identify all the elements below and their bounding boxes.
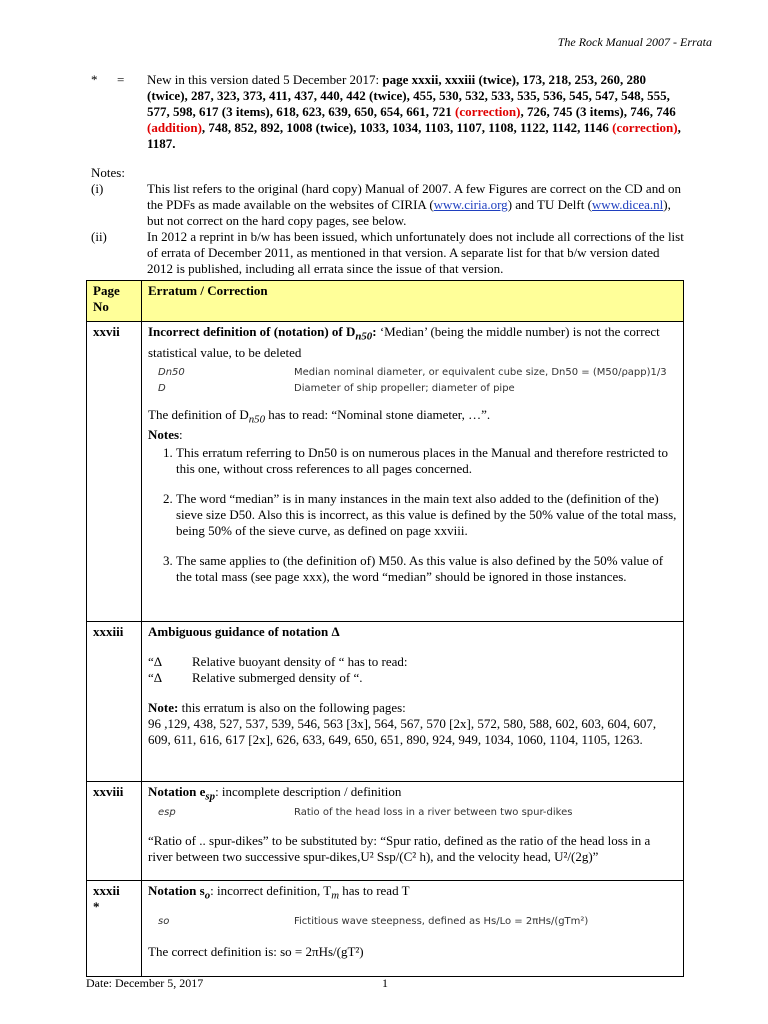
def-subscript: n50 — [248, 413, 265, 426]
table-row — [87, 322, 684, 622]
new-pages-a: page xxxii, xxxiii (twice), 173, 218, 253, 260, 280 (twice), 287, 323, 373, 411, 437, 440, 442 (twice), 455, 530, 532, 533, 535, 536, 545, 547, 548, 555, 577, 598, 617 (3 items), 618, 623, 639, 650, 654, 661, 721 — [147, 72, 670, 119]
definition-1 — [148, 654, 677, 670]
correct-definition: The correct definition is: so = 2πHs/(gT²) — [148, 943, 364, 959]
table-row — [87, 622, 684, 782]
note-i-text-b: ) and TU Delft ( — [507, 197, 592, 212]
figure-excerpt — [148, 914, 677, 944]
title-subscript: n50 — [355, 330, 373, 343]
title-text-c: has to read T — [339, 883, 410, 898]
footer-date: Date: December 5, 2017 — [86, 976, 204, 990]
ciria-link[interactable]: www.ciria.org — [433, 197, 508, 212]
col-page-header: Page No — [87, 281, 142, 322]
new-pages-list — [147, 72, 687, 152]
title-rest: : incomplete description / definition — [215, 784, 402, 799]
note-line — [148, 700, 677, 716]
row-content — [142, 622, 684, 782]
errata-table — [86, 280, 684, 977]
note-i-body — [147, 181, 687, 229]
title-subscript: o — [204, 889, 211, 902]
footer-page-number: 1 — [382, 976, 388, 990]
def-symbol: “Δ — [148, 670, 163, 685]
correction-tag: (correction) — [455, 104, 521, 119]
title-text-b: : incorrect definition, T — [210, 883, 332, 898]
addition-tag: (addition) — [147, 120, 202, 135]
affected-pages: 96 ,129, 438, 527, 537, 539, 546, 563 [3x], 564, 567, 570 [2x], 572, 580, 588, 602, 603, 604, 607, 609, 611, 616, 617 [2x], 626, 633, 649, 650, 651, 890, 924, 949, 1034, 1060, 1104, 1105, 1263. — [148, 716, 657, 747]
correction-tag-2: (correction) — [612, 120, 678, 135]
figure-excerpt — [148, 365, 677, 381]
def-text-a: The definition of D — [148, 406, 249, 422]
row-page — [87, 881, 142, 977]
def-text: Relative submerged density of “. — [192, 670, 363, 685]
note-ii-label: (ii) — [91, 229, 107, 244]
row-title — [148, 324, 677, 361]
note-ii-body: In 2012 a reprint in b/w has been issued, which unfortunately does not include all corrections of the list of errata of December 2011, as mentioned in that version. A separate list for that b/w version dated 2012 is published, including all errata since the issue of that version. — [147, 229, 684, 276]
row-content — [142, 881, 684, 977]
title-text: Incorrect definition of (notation) of D — [148, 324, 356, 339]
notes-heading: Notes: — [91, 165, 125, 180]
fig-description: Median nominal diameter, or equivalent cube size, Dn50 = (M50/ρapp)1/3 — [294, 366, 667, 378]
equals-sign: = — [117, 72, 125, 87]
list-item: 3. The same applies to (the definition of) M50. As this value is also defined by the 50% value of the total mass (see page xxx), the word “median” should be ignored in those instances. — [176, 553, 677, 585]
notes-colon: : — [179, 427, 183, 443]
def-text-b: has to read: “Nominal stone diameter, …”. — [264, 406, 491, 422]
row-page: xxxiii — [87, 622, 142, 782]
def-symbol: “Δ — [148, 654, 163, 669]
notes-list — [148, 445, 677, 585]
asterisk-marker: * — [91, 72, 98, 87]
dicea-link[interactable]: www.dicea.nl — [591, 197, 664, 212]
row-content — [142, 782, 684, 881]
notes-label-line — [148, 427, 677, 443]
new-marker: * — [93, 899, 100, 914]
notes-label: Notes — [148, 427, 180, 443]
note-text: this erratum is also on the following pages: — [178, 700, 406, 715]
definition-line — [148, 407, 677, 428]
figure-excerpt — [148, 805, 677, 833]
fig-description: Ratio of the head loss in a river between two spur-dikes — [294, 806, 573, 818]
fig-symbol: Dn50 — [158, 366, 185, 378]
new-pages-d: , 1187. — [147, 120, 681, 151]
note-i-text-c: ), but not correct on the hard copy pages, see below. — [147, 197, 671, 228]
note-i-label: (i) — [91, 181, 104, 196]
row-title — [148, 883, 677, 904]
table-row — [87, 782, 684, 881]
figure-excerpt-2 — [148, 381, 677, 395]
fig-symbol: so — [158, 915, 170, 927]
title-colon: : — [372, 324, 377, 339]
title-text: Notation e — [148, 784, 206, 799]
row-content — [142, 322, 684, 622]
row-page: xxvii — [87, 322, 142, 622]
fig-symbol-2: D — [158, 382, 166, 394]
new-lead: New in this version dated 5 December 2017: — [147, 72, 383, 87]
col-erratum-header: Erratum / Correction — [142, 281, 684, 322]
fig-description-2: Diameter of ship propeller; diameter of pipe — [294, 382, 515, 394]
title-text: Notation s — [148, 883, 205, 898]
definition-2 — [148, 670, 677, 686]
title-rest: ‘Median’ (being the middle number) is not the correct statistical value, to be deleted — [148, 324, 660, 360]
list-item: 2. The word “median” is in many instances in the main text also added to the (definition of the) sieve size D50. Also this is incorrect, as this value is defined by the 50% value of the total mass, being 50% of the sieve curve, as defined on page xxviii. — [176, 491, 677, 539]
note-label: Note: — [148, 700, 179, 715]
title-subscript: sp — [205, 790, 216, 803]
new-pages-b: , 726, 745 (3 items), 746, 746 — [520, 104, 676, 119]
fig-symbol: esp — [158, 806, 176, 818]
table-row — [87, 881, 684, 977]
fig-description: Fictitious wave steepness, defined as Hs/Lo = 2πHs/(gTm²) — [294, 915, 589, 927]
row-title — [148, 784, 677, 805]
list-item: 1. This erratum referring to Dn50 is on numerous places in the Manual and therefore restricted to this one, without cross references to all pages concerned. — [176, 445, 677, 477]
def-text: Relative buoyant density of “ has to read: — [192, 654, 408, 669]
title-subscript-2: m — [331, 889, 340, 902]
substitution-text: “Ratio of .. spur-dikes” to be substituted by: “Spur ratio, defined as the ratio of the head loss in a river between two successive spur-dikes,U² Ssp/(C² h), and the velocity head, U²/(2g)” — [148, 832, 651, 864]
row-title: Ambiguous guidance of notation Δ — [148, 624, 340, 639]
note-i-text-a: This list refers to the original (hard copy) Manual of 2007. A few Figures are correct on the CD and on the PDFs as made available on the websites of CIRIA ( — [147, 181, 681, 212]
row-page: xxviii — [87, 782, 142, 881]
running-header: The Rock Manual 2007 - Errata — [557, 35, 712, 49]
row-page-number: xxxii — [93, 883, 120, 898]
table-header-row — [87, 281, 684, 322]
new-pages-c: , 748, 852, 892, 1008 (twice), 1033, 1034, 1103, 1107, 1108, 1122, 1142, 1146 — [201, 120, 613, 135]
